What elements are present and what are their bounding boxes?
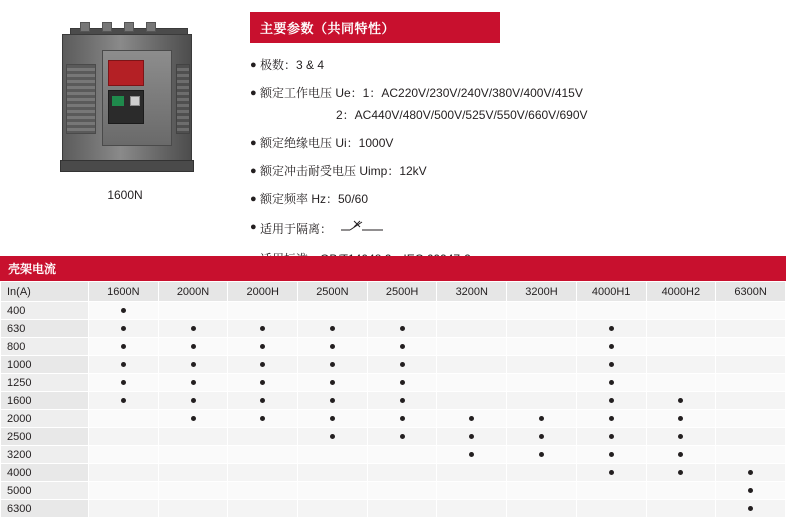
availability-cell-empty xyxy=(89,500,159,518)
availability-cell-empty xyxy=(228,464,298,482)
availability-dot-icon xyxy=(678,434,683,439)
availability-dot-icon xyxy=(678,470,683,475)
availability-cell-empty xyxy=(367,464,437,482)
availability-cell-marked xyxy=(646,464,716,482)
availability-dot-icon xyxy=(469,452,474,457)
availability-cell-empty xyxy=(716,374,786,392)
red-label-strip xyxy=(108,60,144,86)
availability-dot-icon xyxy=(121,380,126,385)
availability-cell-empty xyxy=(646,482,716,500)
availability-cell-empty xyxy=(89,464,159,482)
availability-cell-marked xyxy=(228,392,298,410)
availability-cell-empty xyxy=(298,302,368,320)
availability-cell-marked xyxy=(576,338,646,356)
availability-cell-empty xyxy=(367,302,437,320)
availability-dot-icon xyxy=(330,362,335,367)
availability-cell-marked xyxy=(576,320,646,338)
availability-dot-icon xyxy=(330,398,335,403)
table-row xyxy=(1,302,786,320)
availability-cell-empty xyxy=(507,374,577,392)
availability-cell-empty xyxy=(437,338,507,356)
availability-cell-marked xyxy=(716,500,786,518)
availability-cell-marked xyxy=(228,374,298,392)
availability-cell-marked xyxy=(298,320,368,338)
availability-cell-marked xyxy=(367,410,437,428)
bullet-icon: ● xyxy=(250,59,257,71)
availability-cell-empty xyxy=(507,320,577,338)
row-label: 5000 xyxy=(1,482,89,500)
availability-dot-icon xyxy=(121,362,126,367)
availability-cell-marked xyxy=(228,338,298,356)
availability-cell-empty xyxy=(507,356,577,374)
availability-cell-marked xyxy=(298,410,368,428)
availability-cell-marked xyxy=(646,410,716,428)
column-header: 2500H xyxy=(367,282,437,302)
availability-cell-empty xyxy=(646,320,716,338)
availability-cell-marked xyxy=(507,428,577,446)
availability-cell-empty xyxy=(716,446,786,464)
spec-item-text: 额定频率 Hz：50/60 xyxy=(260,192,369,206)
spec-item-text: 额定绝缘电压 Ui：1000V xyxy=(260,136,394,150)
availability-dot-icon xyxy=(748,470,753,475)
availability-cell-empty xyxy=(437,302,507,320)
bullet-icon: ● xyxy=(250,165,257,177)
table-row xyxy=(1,392,786,410)
availability-cell-marked xyxy=(298,338,368,356)
isolation-symbol-icon xyxy=(340,219,384,240)
table-row xyxy=(1,428,786,446)
table-row xyxy=(1,446,786,464)
availability-dot-icon xyxy=(400,344,405,349)
availability-cell-marked xyxy=(158,338,228,356)
availability-cell-marked xyxy=(367,338,437,356)
availability-dot-icon xyxy=(400,362,405,367)
availability-cell-marked xyxy=(437,446,507,464)
availability-cell-marked xyxy=(298,392,368,410)
availability-cell-marked xyxy=(298,356,368,374)
availability-cell-empty xyxy=(89,428,159,446)
availability-cell-marked xyxy=(576,464,646,482)
terminal-icon xyxy=(102,22,112,32)
availability-cell-marked xyxy=(646,392,716,410)
bullet-icon: ● xyxy=(250,87,257,99)
availability-cell-empty xyxy=(158,428,228,446)
availability-cell-marked xyxy=(576,374,646,392)
availability-cell-empty xyxy=(507,500,577,518)
availability-cell-marked xyxy=(228,320,298,338)
table-row xyxy=(1,464,786,482)
availability-cell-empty xyxy=(646,500,716,518)
product-column xyxy=(0,12,250,279)
availability-cell-marked xyxy=(158,374,228,392)
spec-item-text: 极数：3 & 4 xyxy=(260,58,325,72)
availability-dot-icon xyxy=(330,344,335,349)
availability-dot-icon xyxy=(609,398,614,403)
spec-item-isolation xyxy=(250,219,772,240)
availability-cell-marked xyxy=(89,302,159,320)
table-head xyxy=(1,282,786,302)
availability-cell-empty xyxy=(437,464,507,482)
availability-dot-icon xyxy=(191,398,196,403)
availability-cell-empty xyxy=(228,428,298,446)
frame-current-table-section xyxy=(0,256,786,518)
availability-dot-icon xyxy=(609,416,614,421)
table-row xyxy=(1,482,786,500)
availability-cell-marked xyxy=(89,392,159,410)
availability-dot-icon xyxy=(400,416,405,421)
availability-cell-empty xyxy=(716,302,786,320)
terminal-icon xyxy=(80,22,90,32)
availability-cell-marked xyxy=(367,392,437,410)
reset-button-icon xyxy=(130,96,140,106)
availability-dot-icon xyxy=(609,344,614,349)
availability-cell-marked xyxy=(298,428,368,446)
availability-cell-empty xyxy=(158,446,228,464)
availability-dot-icon xyxy=(330,416,335,421)
spec-list xyxy=(250,57,772,268)
availability-dot-icon xyxy=(539,452,544,457)
availability-cell-marked xyxy=(437,428,507,446)
table-row xyxy=(1,374,786,392)
availability-cell-empty xyxy=(158,482,228,500)
availability-dot-icon xyxy=(400,398,405,403)
availability-cell-empty xyxy=(437,356,507,374)
availability-cell-empty xyxy=(716,338,786,356)
availability-cell-marked xyxy=(228,410,298,428)
availability-cell-empty xyxy=(298,500,368,518)
availability-dot-icon xyxy=(609,362,614,367)
availability-cell-marked xyxy=(507,446,577,464)
frame-current-table xyxy=(0,281,786,518)
availability-dot-icon xyxy=(400,380,405,385)
availability-dot-icon xyxy=(121,344,126,349)
availability-cell-marked xyxy=(367,428,437,446)
availability-cell-empty xyxy=(716,320,786,338)
terminal-icon xyxy=(146,22,156,32)
availability-dot-icon xyxy=(121,326,126,331)
availability-cell-empty xyxy=(437,374,507,392)
availability-cell-empty xyxy=(576,500,646,518)
availability-cell-empty xyxy=(228,446,298,464)
spec-column xyxy=(250,12,786,279)
availability-cell-empty xyxy=(437,482,507,500)
availability-dot-icon xyxy=(609,380,614,385)
availability-dot-icon xyxy=(330,326,335,331)
availability-dot-icon xyxy=(260,398,265,403)
row-label: 6300 xyxy=(1,500,89,518)
column-header: 4000H2 xyxy=(646,282,716,302)
availability-cell-marked xyxy=(437,410,507,428)
spec-item-text: 额定冲击耐受电压 Uimp：12kV xyxy=(260,164,427,178)
availability-cell-empty xyxy=(576,482,646,500)
availability-cell-empty xyxy=(646,356,716,374)
availability-cell-marked xyxy=(158,392,228,410)
spec-item-insulation-voltage xyxy=(250,135,772,152)
spec-item-isolation-row xyxy=(260,219,772,240)
availability-dot-icon xyxy=(609,434,614,439)
availability-cell-marked xyxy=(367,320,437,338)
availability-cell-empty xyxy=(646,338,716,356)
availability-dot-icon xyxy=(678,398,683,403)
availability-cell-marked xyxy=(576,428,646,446)
availability-dot-icon xyxy=(191,362,196,367)
availability-cell-empty xyxy=(646,302,716,320)
availability-dot-icon xyxy=(748,488,753,493)
availability-dot-icon xyxy=(330,380,335,385)
availability-cell-empty xyxy=(507,464,577,482)
spec-item-poles xyxy=(250,57,772,74)
table-row xyxy=(1,320,786,338)
availability-cell-marked xyxy=(298,374,368,392)
availability-dot-icon xyxy=(539,416,544,421)
availability-cell-marked xyxy=(158,410,228,428)
table-row xyxy=(1,410,786,428)
row-label: 1000 xyxy=(1,356,89,374)
availability-cell-empty xyxy=(367,482,437,500)
availability-cell-empty xyxy=(298,482,368,500)
availability-dot-icon xyxy=(191,416,196,421)
column-header: 2000H xyxy=(228,282,298,302)
spec-item-operating-voltage-line2: 2：AC440V/480V/500V/525V/550V/660V/690V xyxy=(336,108,588,122)
table-header-row xyxy=(1,282,786,302)
row-label: 2500 xyxy=(1,428,89,446)
row-label: 630 xyxy=(1,320,89,338)
column-header: 3200N xyxy=(437,282,507,302)
availability-cell-marked xyxy=(89,356,159,374)
table-row xyxy=(1,356,786,374)
availability-cell-marked xyxy=(367,356,437,374)
column-header: 2000N xyxy=(158,282,228,302)
row-label: 2000 xyxy=(1,410,89,428)
column-header: In(A) xyxy=(1,282,89,302)
row-label: 400 xyxy=(1,302,89,320)
availability-cell-empty xyxy=(158,464,228,482)
availability-cell-marked xyxy=(89,338,159,356)
availability-cell-empty xyxy=(298,446,368,464)
availability-dot-icon xyxy=(260,344,265,349)
availability-cell-empty xyxy=(89,446,159,464)
spec-item-impulse-voltage xyxy=(250,163,772,180)
availability-cell-marked xyxy=(716,482,786,500)
availability-dot-icon xyxy=(260,362,265,367)
column-header: 1600N xyxy=(89,282,159,302)
spec-title: 主要参数（共同特性） xyxy=(250,12,500,43)
availability-dot-icon xyxy=(260,416,265,421)
table-row xyxy=(1,338,786,356)
availability-cell-marked xyxy=(576,410,646,428)
column-header: 3200H xyxy=(507,282,577,302)
availability-dot-icon xyxy=(260,380,265,385)
availability-cell-empty xyxy=(716,410,786,428)
availability-cell-marked xyxy=(646,446,716,464)
table-title: 壳架电流 xyxy=(0,256,786,281)
availability-cell-empty xyxy=(507,392,577,410)
spec-item-frequency xyxy=(250,191,772,208)
right-vent-panel xyxy=(176,64,190,134)
availability-cell-marked xyxy=(507,410,577,428)
availability-cell-empty xyxy=(158,302,228,320)
product-caption: 1600N xyxy=(107,188,143,202)
availability-cell-empty xyxy=(437,320,507,338)
bullet-icon: ● xyxy=(250,193,257,205)
availability-cell-empty xyxy=(437,392,507,410)
availability-dot-icon xyxy=(400,434,405,439)
availability-dot-icon xyxy=(609,452,614,457)
spec-item-text: 适用于隔离： xyxy=(260,222,333,236)
availability-cell-empty xyxy=(507,338,577,356)
availability-dot-icon xyxy=(260,326,265,331)
availability-dot-icon xyxy=(748,506,753,511)
spec-item-operating-voltage xyxy=(250,85,772,102)
availability-dot-icon xyxy=(609,470,614,475)
availability-cell-marked xyxy=(576,392,646,410)
availability-cell-empty xyxy=(228,482,298,500)
availability-dot-icon xyxy=(609,326,614,331)
column-header: 6300N xyxy=(716,282,786,302)
column-header: 4000H1 xyxy=(576,282,646,302)
availability-dot-icon xyxy=(469,434,474,439)
availability-cell-empty xyxy=(158,500,228,518)
availability-dot-icon xyxy=(400,326,405,331)
availability-cell-empty xyxy=(367,446,437,464)
green-button-icon xyxy=(112,96,124,106)
availability-dot-icon xyxy=(191,326,196,331)
availability-dot-icon xyxy=(121,398,126,403)
availability-cell-empty xyxy=(228,302,298,320)
availability-cell-empty xyxy=(507,482,577,500)
availability-cell-marked xyxy=(367,374,437,392)
row-label: 3200 xyxy=(1,446,89,464)
availability-dot-icon xyxy=(539,434,544,439)
availability-cell-empty xyxy=(716,392,786,410)
availability-dot-icon xyxy=(678,416,683,421)
table-body xyxy=(1,302,786,518)
terminal-icon xyxy=(124,22,134,32)
availability-cell-empty xyxy=(228,500,298,518)
availability-dot-icon xyxy=(330,434,335,439)
availability-cell-marked xyxy=(89,374,159,392)
availability-cell-empty xyxy=(89,482,159,500)
availability-cell-empty xyxy=(89,410,159,428)
availability-cell-marked xyxy=(576,446,646,464)
availability-cell-marked xyxy=(576,356,646,374)
breaker-base xyxy=(60,160,194,172)
bullet-icon: ● xyxy=(250,137,257,149)
availability-cell-empty xyxy=(716,428,786,446)
row-label: 800 xyxy=(1,338,89,356)
availability-dot-icon xyxy=(678,452,683,457)
availability-cell-empty xyxy=(576,302,646,320)
availability-cell-empty xyxy=(646,374,716,392)
spec-item-text: 额定工作电压 Ue：1：AC220V/230V/240V/380V/400V/415V xyxy=(260,86,583,100)
left-vent-panel xyxy=(66,64,96,134)
bullet-icon: ● xyxy=(250,221,257,233)
row-label: 4000 xyxy=(1,464,89,482)
availability-cell-empty xyxy=(367,500,437,518)
availability-dot-icon xyxy=(191,380,196,385)
availability-cell-empty xyxy=(716,356,786,374)
availability-dot-icon xyxy=(469,416,474,421)
availability-cell-marked xyxy=(158,320,228,338)
availability-cell-marked xyxy=(228,356,298,374)
row-label: 1600 xyxy=(1,392,89,410)
row-label: 1250 xyxy=(1,374,89,392)
availability-cell-marked xyxy=(716,464,786,482)
circuit-breaker-photo xyxy=(50,20,200,180)
availability-cell-marked xyxy=(646,428,716,446)
availability-dot-icon xyxy=(121,308,126,313)
column-header: 2500N xyxy=(298,282,368,302)
availability-cell-marked xyxy=(89,320,159,338)
table-row xyxy=(1,500,786,518)
availability-cell-marked xyxy=(158,356,228,374)
availability-cell-empty xyxy=(437,500,507,518)
availability-cell-empty xyxy=(507,302,577,320)
availability-dot-icon xyxy=(191,344,196,349)
availability-cell-empty xyxy=(298,464,368,482)
